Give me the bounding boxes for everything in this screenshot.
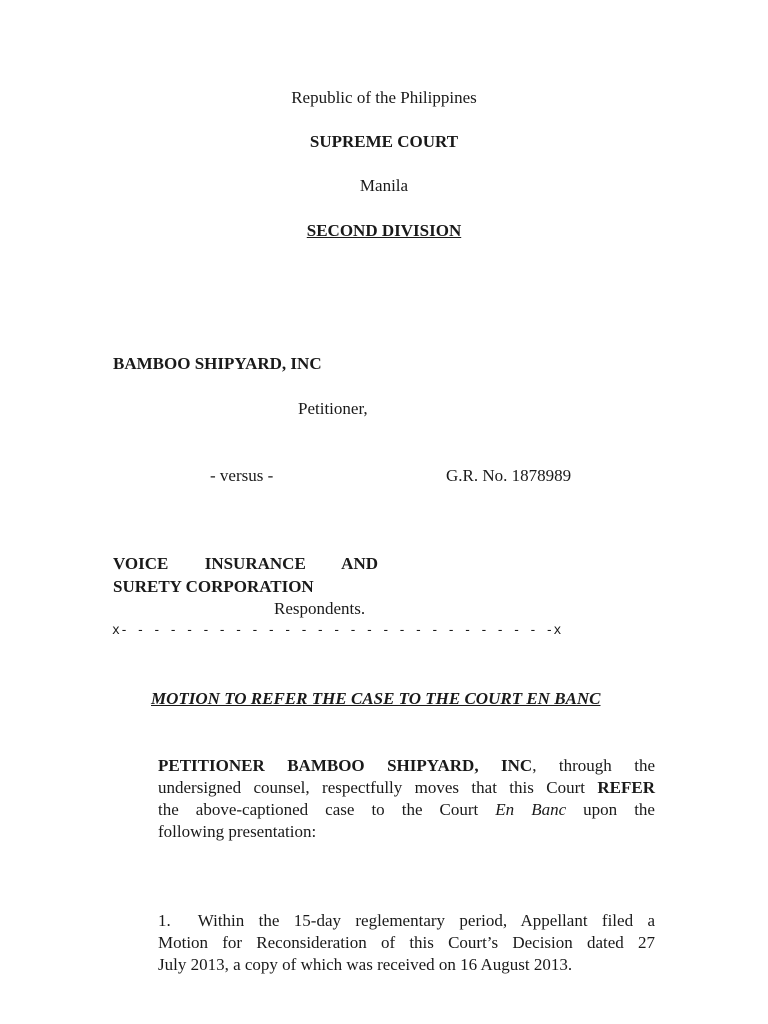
city-heading: Manila bbox=[359, 176, 409, 195]
refer-emphasis: REFER bbox=[597, 778, 655, 797]
para1-number: 1. bbox=[158, 911, 171, 930]
country-heading: Republic of the Philippines bbox=[291, 88, 477, 107]
motion-title: MOTION TO REFER THE CASE TO THE COURT EN BANC bbox=[151, 689, 601, 708]
versus-label: - versus - bbox=[210, 466, 274, 485]
intro-line-3: the above-captioned case to the Court En Banc upon the bbox=[158, 800, 655, 819]
intro-paragraph bbox=[158, 755, 655, 843]
en-banc-emphasis: En Banc bbox=[495, 800, 567, 819]
petitioner-name: BAMBOO SHIPYARD, INC bbox=[113, 354, 322, 373]
caption-separator: x- - - - - - - - - - - - - - - - - - - - - - - - - - -x bbox=[112, 623, 562, 638]
intro-line-4: following presentation: bbox=[158, 822, 317, 841]
intro-party: PETITIONER BAMBOO SHIPYARD, INC bbox=[158, 756, 533, 775]
intro-line-2: undersigned counsel, respectfully moves that this Court REFER bbox=[158, 778, 655, 797]
para1-line-2: Motion for Reconsideration of this Court’s Decision dated 27 bbox=[158, 933, 655, 952]
respondent-role: Respondents. bbox=[274, 599, 366, 618]
para1-line-3: July 2013, a copy of which was received on 16 August 2013. bbox=[158, 955, 573, 974]
division-heading: SECOND DIVISION bbox=[306, 221, 462, 240]
paragraph-1 bbox=[158, 910, 655, 976]
case-number: G.R. No. 1878989 bbox=[446, 466, 572, 485]
para1-line-1: 1. Within the 15-day reglementary period, Appellant filed a bbox=[158, 911, 655, 930]
respondent-name-line1: VOICE INSURANCE AND bbox=[113, 554, 378, 573]
petitioner-role: Petitioner, bbox=[298, 399, 368, 418]
respondent-name-line2: SURETY CORPORATION bbox=[113, 577, 314, 596]
intro-line-1: PETITIONER BAMBOO SHIPYARD, INC, through the bbox=[158, 756, 656, 775]
court-heading: SUPREME COURT bbox=[309, 132, 459, 151]
